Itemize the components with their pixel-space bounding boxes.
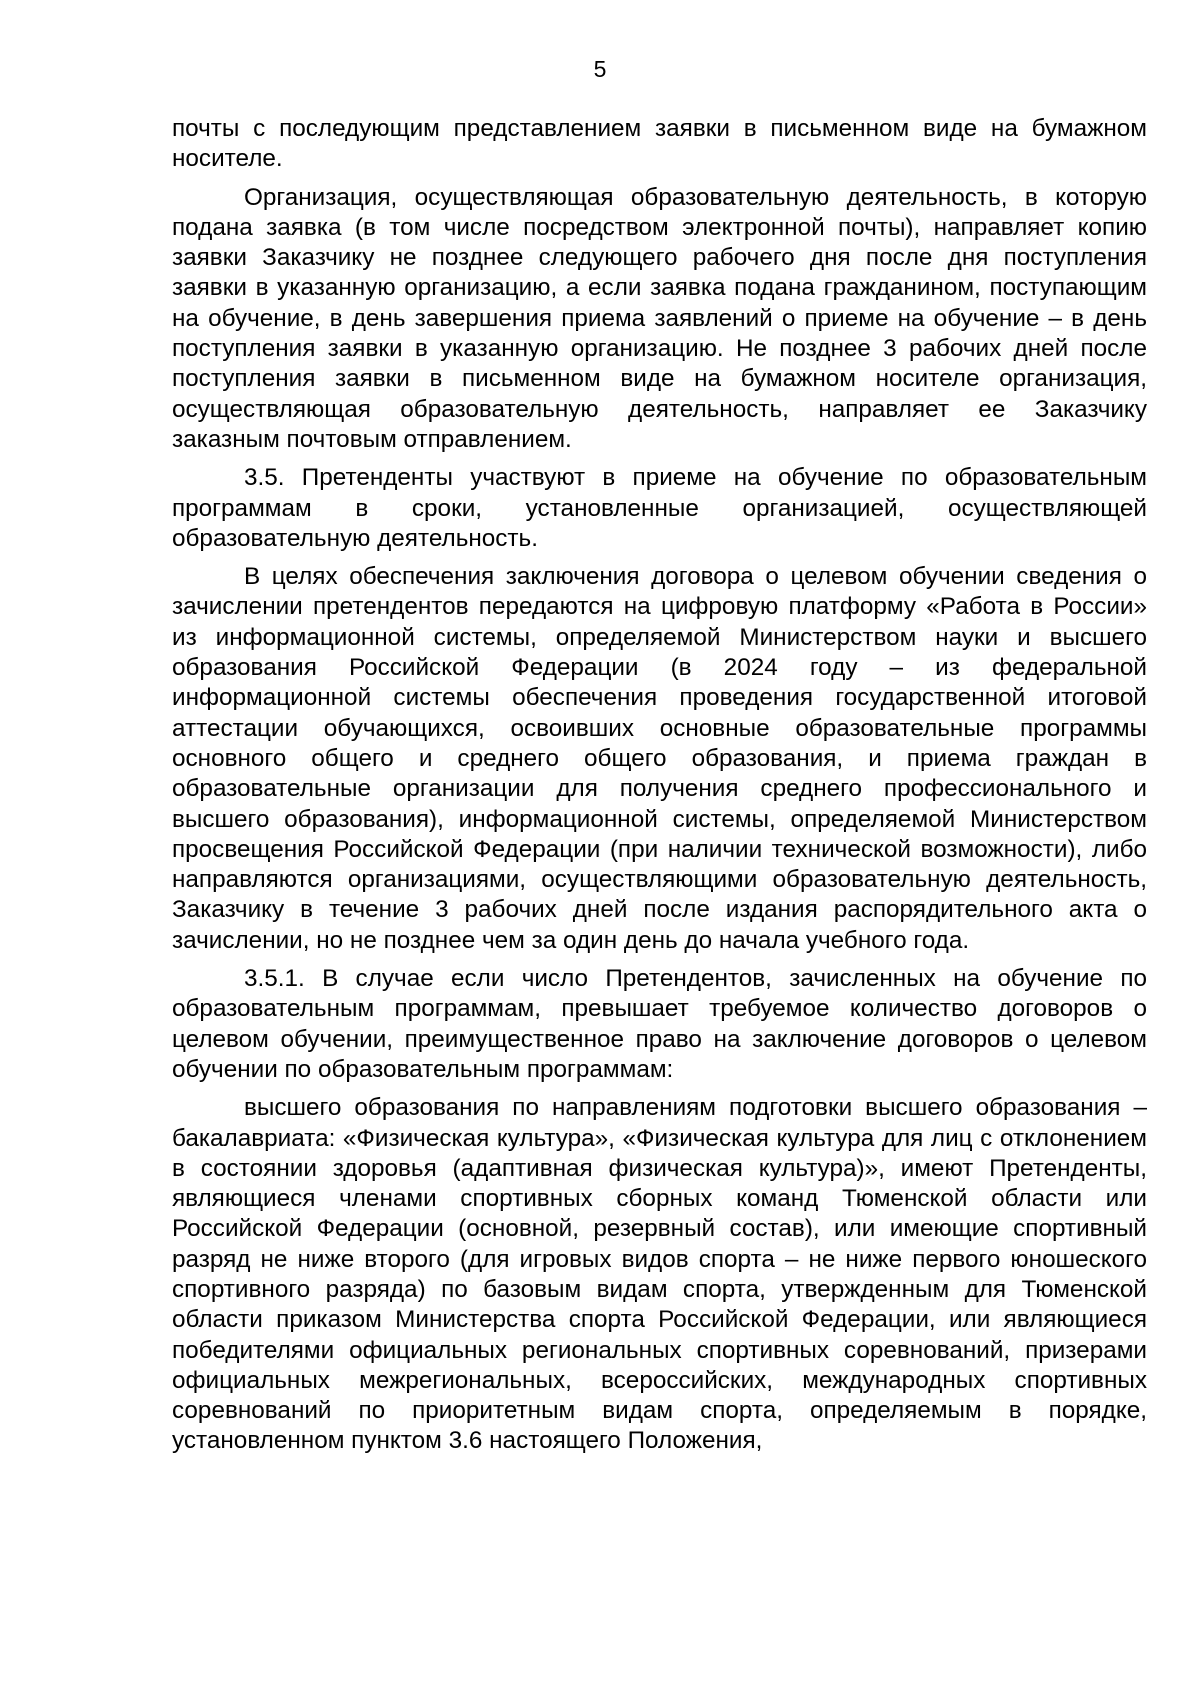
paragraph: почты с последующим представлением заявки в письменном виде на бумажном носителе. [172,115,1147,173]
paragraph: 3.5.1. В случае если число Претендентов, зачисленных на обучение по образовательным программам, превышает требуемое количество договоров о целевом обучении, преимущественное право на заключение договоров о целевом обучении по образовательным программам: [172,965,1147,1083]
paragraph: Организация, осуществляющая образовательную деятельность, в которую подана заявка (в том числе посредством электронной почты), направляет копию заявки Заказчику не позднее следующего рабочего дня после дня поступления заявки в указанную организацию, а если заявка подана гражданином, поступающим на обучение, в день завершения приема заявлений о приеме на обучение – в день поступления заявки в указанную организацию. Не позднее 3 рабочих дней после поступления заявки в письменном виде на бумажном носителе организация, осуществляющая образовательную деятельность, направляет ее Заказчику заказным почтовым отправлением. [172,183,1147,453]
paragraph: высшего образования по направлениям подготовки высшего образования – бакалавриата: «Физическая культура», «Физическая культура для лиц с отклонением в состоянии здоровья (адаптивная физическая культура)», имеют Претенденты, являющиеся членами спортивных сборных команд Тюменской области или Российской Федерации (основной, резервный состав), или имеющие спортивный разряд не ниже второго (для игровых видов спорта – не ниже первого юношеского спортивного разряда) по базовым видам спорта, утвержденным для Тюменской области приказом Министерства спорта Российской Федерации, или являющиеся победителями официальных региональных спортивных соревнований, призерами официальных межрегиональных, всероссийских, международных спортивных соревнований по приоритетным видам спорта, определяемым в порядке, установленном пунктом 3.6 настоящего Положения, [172,1094,1147,1455]
paragraph: В целях обеспечения заключения договора о целевом обучении сведения о зачислении претендентов передаются на цифровую платформу «Работа в России» из информационной системы, определяемой Министерством науки и высшего образования Российской Федерации (в 2024 году – из федеральной информационной системы обеспечения проведения государственной итоговой аттестации обучающихся, освоивших основные образовательные программы основного общего и среднего общего образования, и приема граждан в образовательные организации для получения среднего профессионального и высшего образования), информационной системы, определяемой Министерством просвещения Российской Федерации (при наличии технической возможности), либо направляются организациями, осуществляющими образовательную деятельность, Заказчику в течение 3 рабочих дней после издания распорядительного акта о зачислении, но не позднее чем за один день до начала учебного года. [172,563,1147,954]
page-number: 5 [593,56,607,82]
document-body [172,114,1147,1465]
paragraph: 3.5. Претенденты участвуют в приеме на обучение по образовательным программам в сроки, установленные организацией, осуществляющей образовательную деятельность. [172,464,1147,552]
